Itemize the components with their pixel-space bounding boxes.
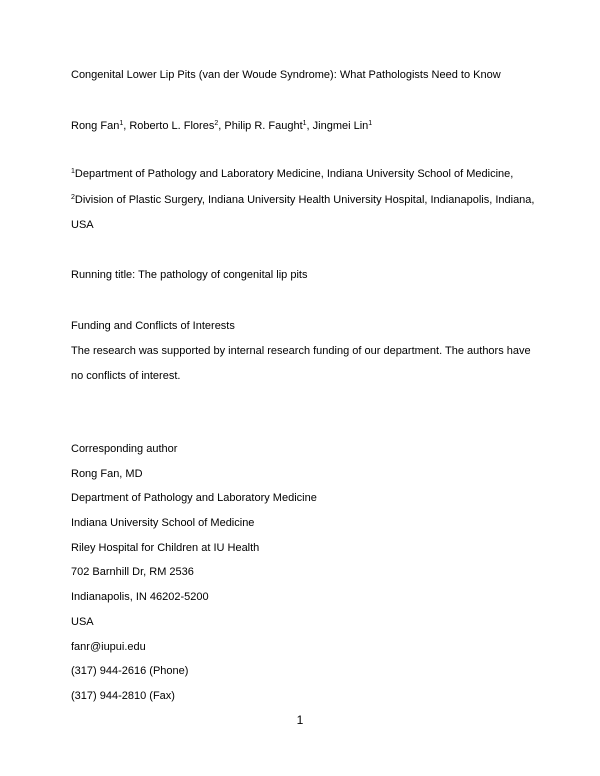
author-affiliation-mark: 2 xyxy=(214,120,219,127)
running-title: Running title: The pathology of congenital lip pits xyxy=(71,269,308,281)
author-affiliation-mark: 1 xyxy=(302,120,307,127)
affiliation-3 xyxy=(71,219,94,232)
affiliation-2 xyxy=(71,194,534,207)
affiliation-text: USA xyxy=(71,219,94,231)
funding-heading: Funding and Conflicts of Interests xyxy=(71,320,235,332)
corresponding-heading: Corresponding author xyxy=(71,443,178,455)
affiliation-mark: 1 xyxy=(71,168,75,175)
affiliation-mark: 2 xyxy=(71,194,75,201)
funding-text-line: The research was supported by internal research funding of our department. The authors have xyxy=(71,345,531,357)
paper-title: Congenital Lower Lip Pits (van der Woude Syndrome): What Pathologists Need to Know xyxy=(71,69,501,81)
affiliation-text: Division of Plastic Surgery, Indiana University Health University Hospital, Indianapolis, Indiana, xyxy=(74,194,535,206)
corresponding-fax: (317) 944-2810 (Fax) xyxy=(71,690,175,702)
corresponding-hospital: Riley Hospital for Children at IU Health xyxy=(71,542,260,554)
corresponding-name: Rong Fan, MD xyxy=(71,468,143,480)
corresponding-phone: (317) 944-2616 (Phone) xyxy=(71,665,189,677)
author-name: Jingmei Lin xyxy=(312,120,369,132)
author-affiliation-mark: 1 xyxy=(368,120,373,127)
page-number: 1 xyxy=(296,713,304,727)
corresponding-email: fanr@iupui.edu xyxy=(71,641,146,653)
corresponding-country: USA xyxy=(71,616,94,628)
corresponding-school: Indiana University School of Medicine xyxy=(71,517,255,529)
author-affiliation-mark: 1 xyxy=(119,120,124,127)
author-name: Philip R. Faught xyxy=(224,120,303,132)
affiliation-text: Department of Pathology and Laboratory Medicine, Indiana University School of Medicine, xyxy=(74,168,514,180)
corresponding-street: 702 Barnhill Dr, RM 2536 xyxy=(71,566,194,578)
author-name: Rong Fan xyxy=(71,120,120,132)
author-list: Rong Fan$^1$, Roberto L. Flores$^2$, Philip R. Faught$^1$, Jingmei Lin$^1$ xyxy=(71,120,373,132)
affiliation-1 xyxy=(71,168,513,181)
corresponding-city: Indianapolis, IN 46202-5200 xyxy=(71,591,209,603)
corresponding-department: Department of Pathology and Laboratory Medicine xyxy=(71,492,317,504)
funding-text-line: no conflicts of interest. xyxy=(71,370,181,382)
author-name: Roberto L. Flores xyxy=(129,120,215,132)
